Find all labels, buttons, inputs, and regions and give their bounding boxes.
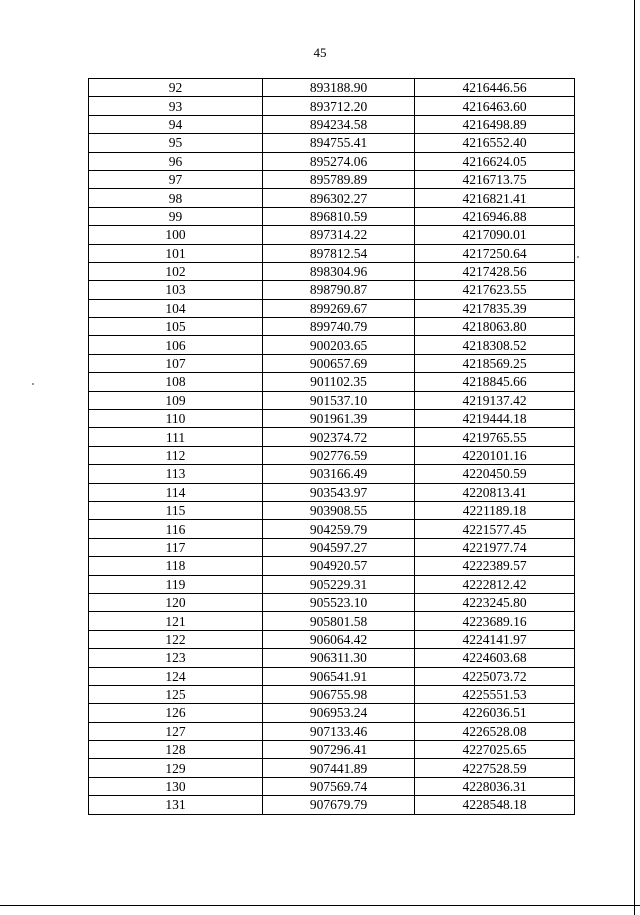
y-coordinate-cell: 4218845.66 — [415, 373, 575, 391]
point-number-cell: 99 — [89, 207, 263, 225]
table-row — [89, 741, 575, 759]
point-number-cell: 97 — [89, 170, 263, 188]
y-coordinate-cell: 4219137.42 — [415, 391, 575, 409]
y-coordinate-cell: 4222389.57 — [415, 557, 575, 575]
y-coordinate-cell: 4216446.56 — [415, 79, 575, 97]
table-row — [89, 299, 575, 317]
table-row — [89, 428, 575, 446]
table-row — [89, 189, 575, 207]
table-row — [89, 630, 575, 648]
point-number-cell: 103 — [89, 281, 263, 299]
table-row — [89, 704, 575, 722]
point-number-cell: 101 — [89, 244, 263, 262]
x-coordinate-cell: 902374.72 — [263, 428, 415, 446]
y-coordinate-cell: 4223245.80 — [415, 593, 575, 611]
x-coordinate-cell: 897812.54 — [263, 244, 415, 262]
table-row — [89, 465, 575, 483]
x-coordinate-cell: 897314.22 — [263, 226, 415, 244]
y-coordinate-cell: 4217090.01 — [415, 226, 575, 244]
point-number-cell: 128 — [89, 741, 263, 759]
x-coordinate-cell: 906064.42 — [263, 630, 415, 648]
y-coordinate-cell: 4226036.51 — [415, 704, 575, 722]
x-coordinate-cell: 905523.10 — [263, 593, 415, 611]
point-number-cell: 95 — [89, 134, 263, 152]
y-coordinate-cell: 4216713.75 — [415, 170, 575, 188]
table-row — [89, 483, 575, 501]
table-row — [89, 226, 575, 244]
table-row — [89, 262, 575, 280]
point-number-cell: 123 — [89, 649, 263, 667]
y-coordinate-cell: 4218308.52 — [415, 336, 575, 354]
x-coordinate-cell: 899740.79 — [263, 318, 415, 336]
point-number-cell: 112 — [89, 446, 263, 464]
table-row — [89, 115, 575, 133]
y-coordinate-cell: 4226528.08 — [415, 722, 575, 740]
y-coordinate-cell: 4216498.89 — [415, 115, 575, 133]
point-number-cell: 113 — [89, 465, 263, 483]
table-row — [89, 170, 575, 188]
point-number-cell: 130 — [89, 777, 263, 795]
x-coordinate-cell: 907679.79 — [263, 796, 415, 814]
x-coordinate-cell: 906755.98 — [263, 685, 415, 703]
right-edge-line — [634, 0, 635, 915]
x-coordinate-cell: 904259.79 — [263, 520, 415, 538]
x-coordinate-cell: 905801.58 — [263, 612, 415, 630]
point-number-cell: 92 — [89, 79, 263, 97]
y-coordinate-cell: 4216552.40 — [415, 134, 575, 152]
point-number-cell: 111 — [89, 428, 263, 446]
coordinates-table — [88, 78, 575, 815]
x-coordinate-cell: 905229.31 — [263, 575, 415, 593]
point-number-cell: 110 — [89, 410, 263, 428]
x-coordinate-cell: 893188.90 — [263, 79, 415, 97]
point-number-cell: 94 — [89, 115, 263, 133]
y-coordinate-cell: 4216624.05 — [415, 152, 575, 170]
y-coordinate-cell: 4227528.59 — [415, 759, 575, 777]
y-coordinate-cell: 4228548.18 — [415, 796, 575, 814]
point-number-cell: 114 — [89, 483, 263, 501]
table-row — [89, 79, 575, 97]
x-coordinate-cell: 896302.27 — [263, 189, 415, 207]
table-row — [89, 796, 575, 814]
y-coordinate-cell: 4225551.53 — [415, 685, 575, 703]
y-coordinate-cell: 4221189.18 — [415, 501, 575, 519]
point-number-cell: 122 — [89, 630, 263, 648]
point-number-cell: 93 — [89, 97, 263, 115]
point-number-cell: 107 — [89, 354, 263, 372]
x-coordinate-cell: 906953.24 — [263, 704, 415, 722]
x-coordinate-cell: 903543.97 — [263, 483, 415, 501]
point-number-cell: 116 — [89, 520, 263, 538]
y-coordinate-cell: 4220813.41 — [415, 483, 575, 501]
x-coordinate-cell: 901537.10 — [263, 391, 415, 409]
table-row — [89, 759, 575, 777]
table-row — [89, 410, 575, 428]
point-number-cell: 109 — [89, 391, 263, 409]
x-coordinate-cell: 904920.57 — [263, 557, 415, 575]
x-coordinate-cell: 896810.59 — [263, 207, 415, 225]
y-coordinate-cell: 4223689.16 — [415, 612, 575, 630]
x-coordinate-cell: 901961.39 — [263, 410, 415, 428]
x-coordinate-cell: 893712.20 — [263, 97, 415, 115]
table-row — [89, 207, 575, 225]
table-row — [89, 575, 575, 593]
point-number-cell: 126 — [89, 704, 263, 722]
y-coordinate-cell: 4216946.88 — [415, 207, 575, 225]
point-number-cell: 119 — [89, 575, 263, 593]
table-row — [89, 685, 575, 703]
y-coordinate-cell: 4218569.25 — [415, 354, 575, 372]
point-number-cell: 117 — [89, 538, 263, 556]
y-coordinate-cell: 4224141.97 — [415, 630, 575, 648]
scan-speck — [32, 383, 34, 385]
x-coordinate-cell: 903166.49 — [263, 465, 415, 483]
table-row — [89, 373, 575, 391]
point-number-cell: 105 — [89, 318, 263, 336]
scan-speck — [577, 256, 579, 258]
point-number-cell: 129 — [89, 759, 263, 777]
point-number-cell: 98 — [89, 189, 263, 207]
table-row — [89, 318, 575, 336]
y-coordinate-cell: 4216821.41 — [415, 189, 575, 207]
table-row — [89, 538, 575, 556]
x-coordinate-cell: 906541.91 — [263, 667, 415, 685]
table-row — [89, 557, 575, 575]
y-coordinate-cell: 4222812.42 — [415, 575, 575, 593]
point-number-cell: 96 — [89, 152, 263, 170]
y-coordinate-cell: 4225073.72 — [415, 667, 575, 685]
x-coordinate-cell: 903908.55 — [263, 501, 415, 519]
y-coordinate-cell: 4217428.56 — [415, 262, 575, 280]
y-coordinate-cell: 4221977.74 — [415, 538, 575, 556]
x-coordinate-cell: 900203.65 — [263, 336, 415, 354]
y-coordinate-cell: 4217250.64 — [415, 244, 575, 262]
point-number-cell: 118 — [89, 557, 263, 575]
table-row — [89, 391, 575, 409]
page-number: 45 — [313, 45, 327, 60]
table-row — [89, 97, 575, 115]
table-row — [89, 649, 575, 667]
point-number-cell: 131 — [89, 796, 263, 814]
coordinates-table-body — [89, 79, 575, 815]
y-coordinate-cell: 4221577.45 — [415, 520, 575, 538]
y-coordinate-cell: 4218063.80 — [415, 318, 575, 336]
point-number-cell: 124 — [89, 667, 263, 685]
x-coordinate-cell: 894234.58 — [263, 115, 415, 133]
point-number-cell: 100 — [89, 226, 263, 244]
point-number-cell: 120 — [89, 593, 263, 611]
point-number-cell: 121 — [89, 612, 263, 630]
x-coordinate-cell: 895274.06 — [263, 152, 415, 170]
point-number-cell: 106 — [89, 336, 263, 354]
y-coordinate-cell: 4227025.65 — [415, 741, 575, 759]
y-coordinate-cell: 4217835.39 — [415, 299, 575, 317]
y-coordinate-cell: 4217623.55 — [415, 281, 575, 299]
table-row — [89, 281, 575, 299]
y-coordinate-cell: 4220101.16 — [415, 446, 575, 464]
y-coordinate-cell: 4220450.59 — [415, 465, 575, 483]
table-row — [89, 722, 575, 740]
x-coordinate-cell: 907296.41 — [263, 741, 415, 759]
x-coordinate-cell: 902776.59 — [263, 446, 415, 464]
table-row — [89, 244, 575, 262]
table-row — [89, 354, 575, 372]
table-row — [89, 336, 575, 354]
x-coordinate-cell: 898304.96 — [263, 262, 415, 280]
x-coordinate-cell: 904597.27 — [263, 538, 415, 556]
x-coordinate-cell: 906311.30 — [263, 649, 415, 667]
x-coordinate-cell: 900657.69 — [263, 354, 415, 372]
y-coordinate-cell: 4219444.18 — [415, 410, 575, 428]
x-coordinate-cell: 895789.89 — [263, 170, 415, 188]
point-number-cell: 102 — [89, 262, 263, 280]
table-row — [89, 446, 575, 464]
y-coordinate-cell: 4216463.60 — [415, 97, 575, 115]
x-coordinate-cell: 899269.67 — [263, 299, 415, 317]
point-number-cell: 127 — [89, 722, 263, 740]
table-row — [89, 612, 575, 630]
x-coordinate-cell: 907133.46 — [263, 722, 415, 740]
table-row — [89, 777, 575, 795]
x-coordinate-cell: 907441.89 — [263, 759, 415, 777]
table-row — [89, 667, 575, 685]
x-coordinate-cell: 898790.87 — [263, 281, 415, 299]
x-coordinate-cell: 894755.41 — [263, 134, 415, 152]
point-number-cell: 125 — [89, 685, 263, 703]
point-number-cell: 104 — [89, 299, 263, 317]
table-row — [89, 593, 575, 611]
y-coordinate-cell: 4219765.55 — [415, 428, 575, 446]
point-number-cell: 115 — [89, 501, 263, 519]
y-coordinate-cell: 4224603.68 — [415, 649, 575, 667]
x-coordinate-cell: 901102.35 — [263, 373, 415, 391]
table-row — [89, 134, 575, 152]
table-row — [89, 501, 575, 519]
table-row — [89, 520, 575, 538]
point-number-cell: 108 — [89, 373, 263, 391]
x-coordinate-cell: 907569.74 — [263, 777, 415, 795]
bottom-border-line — [0, 905, 640, 906]
y-coordinate-cell: 4228036.31 — [415, 777, 575, 795]
table-row — [89, 152, 575, 170]
